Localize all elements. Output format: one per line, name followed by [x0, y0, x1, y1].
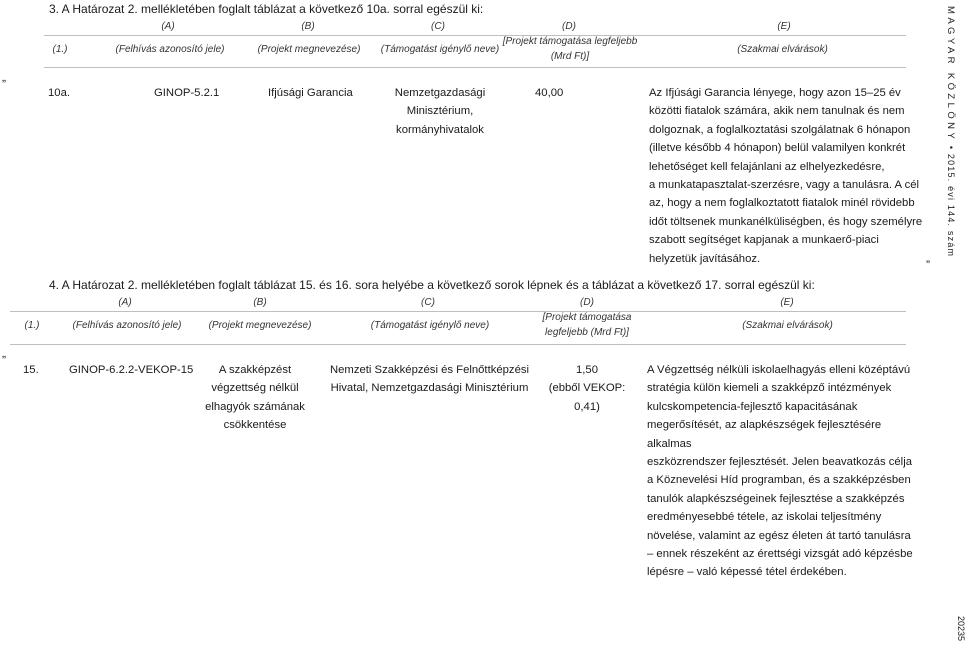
- col-label-a: (A): [118, 297, 132, 308]
- header-support-amount: [Projekt támogatása legfeljebb (Mrd Ft)]: [542, 312, 632, 338]
- header-applicant: (Támogatást igénylő neve): [370, 320, 490, 331]
- header-row-number: (1.): [52, 44, 68, 55]
- header-row-number: (1.): [24, 320, 40, 331]
- page-number: 20235: [956, 615, 966, 641]
- header-project-name: (Projekt megnevezése): [208, 320, 312, 331]
- col-label-b: (B): [301, 21, 315, 32]
- header-call-id: (Felhívás azonosító jele): [72, 320, 182, 331]
- open-quote: „: [2, 70, 6, 84]
- header-support-amount: [Projekt támogatása legfeljebb (Mrd Ft)]: [502, 36, 638, 62]
- call-id: GINOP-6.2.2-VEKOP-15: [69, 364, 194, 376]
- header-call-id: (Felhívás azonosító jele): [115, 44, 225, 55]
- col-label-e: (E): [780, 297, 794, 308]
- row-number: 15.: [23, 364, 39, 376]
- table-rule: [10, 311, 906, 312]
- section-3-heading: 3. A Határozat 2. mellékletében foglalt táblázat a következő 10a. sorral egészül ki:: [49, 2, 484, 16]
- project-name: A szakképzést végzettség nélkül elhagyók számának csökkentése: [205, 364, 305, 432]
- support-amount: 40,00: [535, 87, 564, 99]
- journal-title: [945, 6, 956, 257]
- section-4-heading: 4. A Határozat 2. mellékletében foglalt táblázat 15. és 16. sora helyébe a következő sorok lépnek és a táblázat a következő 17. sorral egészül ki:: [49, 278, 815, 292]
- table-rule: [44, 67, 906, 68]
- open-quote: „: [2, 346, 6, 360]
- bullet: •: [946, 145, 956, 151]
- table-rule: [10, 344, 906, 345]
- header-applicant: (Támogatást igénylő neve): [380, 44, 500, 55]
- col-label-a: (A): [161, 21, 175, 32]
- col-label-d: (D): [562, 21, 576, 32]
- col-label-d: (D): [580, 297, 594, 308]
- applicant: Nemzetgazdasági Minisztérium, kormányhivatalok: [394, 87, 486, 136]
- header-requirements: (Szakmai elvárások): [742, 320, 833, 331]
- call-id: GINOP-5.2.1: [154, 87, 220, 99]
- support-amount: 1,50 (ebből VEKOP: 0,41): [548, 364, 626, 413]
- col-label-c: (C): [421, 297, 435, 308]
- table-rule: [44, 35, 906, 36]
- header-project-name: (Projekt megnevezése): [257, 44, 361, 55]
- col-label-b: (B): [253, 297, 267, 308]
- journal-name: MAGYAR KÖZLÖNY: [945, 6, 956, 143]
- col-label-c: (C): [431, 21, 445, 32]
- header-requirements: (Szakmai elvárások): [737, 44, 828, 55]
- close-quote: ”: [926, 258, 930, 272]
- row-number: 10a.: [48, 87, 70, 99]
- applicant: Nemzeti Szakképzési és Felnőttképzési Hivatal, Nemzetgazdasági Minisztérium: [329, 364, 530, 395]
- requirements-text: A Végzettség nélküli iskolaelhagyás elleni középtávú stratégia külön kiemeli a szakképző intézmények kulcskompetencia-fejlesztő kapacitásának megerősítését, az alapkészségek fejlesztésére alkalmas eszközrendszer fejlesztését. Jelen beavatkozás célja a Köznevelési Híd programban, és a szakképzésben tanulók alapkészségeinek fejlesztése a szakképzés eredményesebbé tétele, az iskolai teljesítmény növelése, valamint az egész életen át tartó tanulásra – ennek részeként az érettségi vizsgát adó képzésbe lépésre – való képessé tétel érdekében.: [647, 364, 913, 579]
- issue-info: 2015. évi 144. szám: [946, 153, 956, 258]
- project-name: Ifjúsági Garancia: [268, 87, 353, 99]
- requirements-text: Az Ifjúsági Garancia lényege, hogy azon 15–25 év közötti fiatalok számára, akik nem tanulnak és nem dolgoznak, a foglalkoztatási szolgálatnak 6 hónapon (illetve később 4 hónapon) belül valamilyen konkrét lehetőséget kell felajánlani az elhelyezkedésre, a munkatapasztalat-szerzésre, vagy a tanulásra. A cél az, hogy a nem foglalkoztatott fiatalok minél rövidebb időt töltsenek munkanélküliségben, és hogy személyre szabott segítséget kapjanak a munkaerő-piaci helyzetük javításához.: [649, 87, 923, 265]
- journal-sidebar: [934, 0, 966, 645]
- col-label-e: (E): [777, 21, 791, 32]
